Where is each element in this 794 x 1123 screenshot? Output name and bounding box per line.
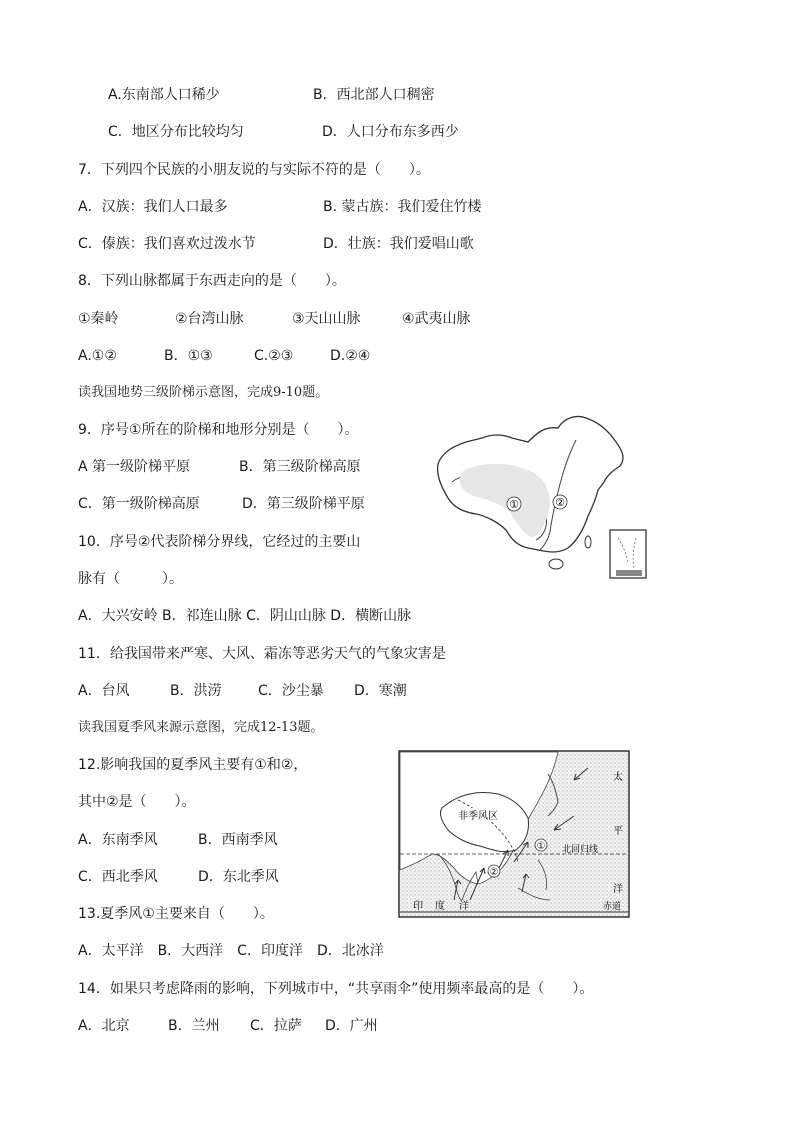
map2-label-1: ① <box>536 841 546 852</box>
q12-stem-line2: 其中②是（ ）。 <box>78 794 196 810</box>
q8-option-c: C.②③ <box>254 348 294 364</box>
q7-option-d: D．壮族：我们爱唱山歌 <box>323 236 474 252</box>
map1-label-1: ① <box>509 498 519 511</box>
summer-monsoon-map <box>398 750 630 918</box>
q13-options: A．太平洋 B．大西洋 C．印度洋 D．北冰洋 <box>78 943 384 959</box>
q14-option-d: D．广州 <box>325 1018 378 1034</box>
tropic-label: 北回归线 <box>561 845 599 855</box>
q10-options: A．大兴安岭 B．祁连山脉 C．阴山山脉 D．横断山脉 <box>78 608 412 624</box>
q12-option-d: D．东北季风 <box>198 869 279 885</box>
q8-option-a: A.①② <box>78 348 117 364</box>
q9-stem: 9．序号①所在的阶梯和地形分别是（ ）。 <box>78 422 359 438</box>
non-monsoon-label: 非季风区 <box>458 811 498 822</box>
q10-stem-line1: 10．序号②代表阶梯分界线，它经过的主要山 <box>78 534 361 550</box>
q7-option-a: A．汉族：我们人口最多 <box>78 199 228 215</box>
q8-option-b: B．①③ <box>164 348 213 364</box>
q7-stem: 7．下列四个民族的小朋友说的与实际不符的是（ ）。 <box>78 162 430 178</box>
pacific-char-3: 洋 <box>613 884 623 895</box>
map1-label-2: ② <box>555 496 565 509</box>
q9-option-c: C．第一级阶梯高原 <box>78 496 200 512</box>
q12-option-a: A．东南季风 <box>78 832 158 848</box>
q11-option-c: C．沙尘暴 <box>258 683 324 699</box>
terrain-steps-map-figure <box>432 412 650 580</box>
q8-item-4: ④武夷山脉 <box>402 311 471 327</box>
q14-option-b: B．兰州 <box>168 1018 220 1034</box>
equator-label: 赤道 <box>602 902 622 912</box>
q6-option-a: A.东南部人口稀少 <box>108 87 220 103</box>
map2-label-2: ② <box>489 867 499 878</box>
indian-ocean-char-3: 洋 <box>459 901 469 912</box>
q14-stem: 14．如果只考虑降雨的影响，下列城市中，“共享雨伞”使用频率最高的是（ ）。 <box>78 981 594 997</box>
q6-option-b: B．西北部人口稠密 <box>313 87 435 103</box>
q7-option-c: C．傣族：我们喜欢过泼水节 <box>78 236 256 252</box>
q11-option-a: A．台风 <box>78 683 130 699</box>
q8-option-d: D.②④ <box>330 348 371 364</box>
indian-ocean-char-2: 度 <box>435 901 445 912</box>
q6-option-d: D．人口分布东多西少 <box>322 124 459 140</box>
q6-option-c: C．地区分布比较均匀 <box>108 124 244 140</box>
q12-option-c: C．西北季风 <box>78 869 158 885</box>
summer-monsoon-map-figure <box>398 750 630 918</box>
q8-item-2: ②台湾山脉 <box>175 311 244 327</box>
q14-option-a: A．北京 <box>78 1018 130 1034</box>
q11-option-d: D．寒潮 <box>354 683 407 699</box>
q11-stem: 11．给我国带来严寒、大风、霜冻等恶劣天气的气象灾害是 <box>78 646 446 662</box>
q11-option-b: B．洪涝 <box>170 683 222 699</box>
q8-stem: 8．下列山脉都属于东西走向的是（ ）。 <box>78 273 346 289</box>
q9-option-d: D．第三级阶梯平原 <box>242 496 365 512</box>
indian-ocean-char-1: 印 <box>413 901 423 912</box>
q14-option-c: C．拉萨 <box>250 1018 302 1034</box>
q10-stem-line2: 脉有（ ）。 <box>78 571 183 587</box>
q8-item-3: ③天山山脉 <box>292 311 361 327</box>
q12-stem-line1: 12.影响我国的夏季风主要有①和②， <box>78 757 308 773</box>
instruction-9-10: 读我国地势三级阶梯示意图，完成9-10题。 <box>78 385 329 400</box>
q9-option-a: A 第一级阶梯平原 <box>78 459 191 475</box>
q7-option-b: B. 蒙古族：我们爱住竹楼 <box>323 199 482 215</box>
instruction-12-13: 读我国夏季风来源示意图，完成12-13题。 <box>78 720 324 735</box>
terrain-steps-map <box>432 412 650 580</box>
pacific-char-1: 太 <box>613 772 623 783</box>
q9-option-b: B．第三级阶梯高原 <box>239 459 361 475</box>
q8-item-1: ①秦岭 <box>78 311 119 327</box>
pacific-char-2: 平 <box>613 826 623 837</box>
q12-option-b: B．西南季风 <box>198 832 278 848</box>
q13-stem: 13.夏季风①主要来自（ ）。 <box>78 906 274 922</box>
